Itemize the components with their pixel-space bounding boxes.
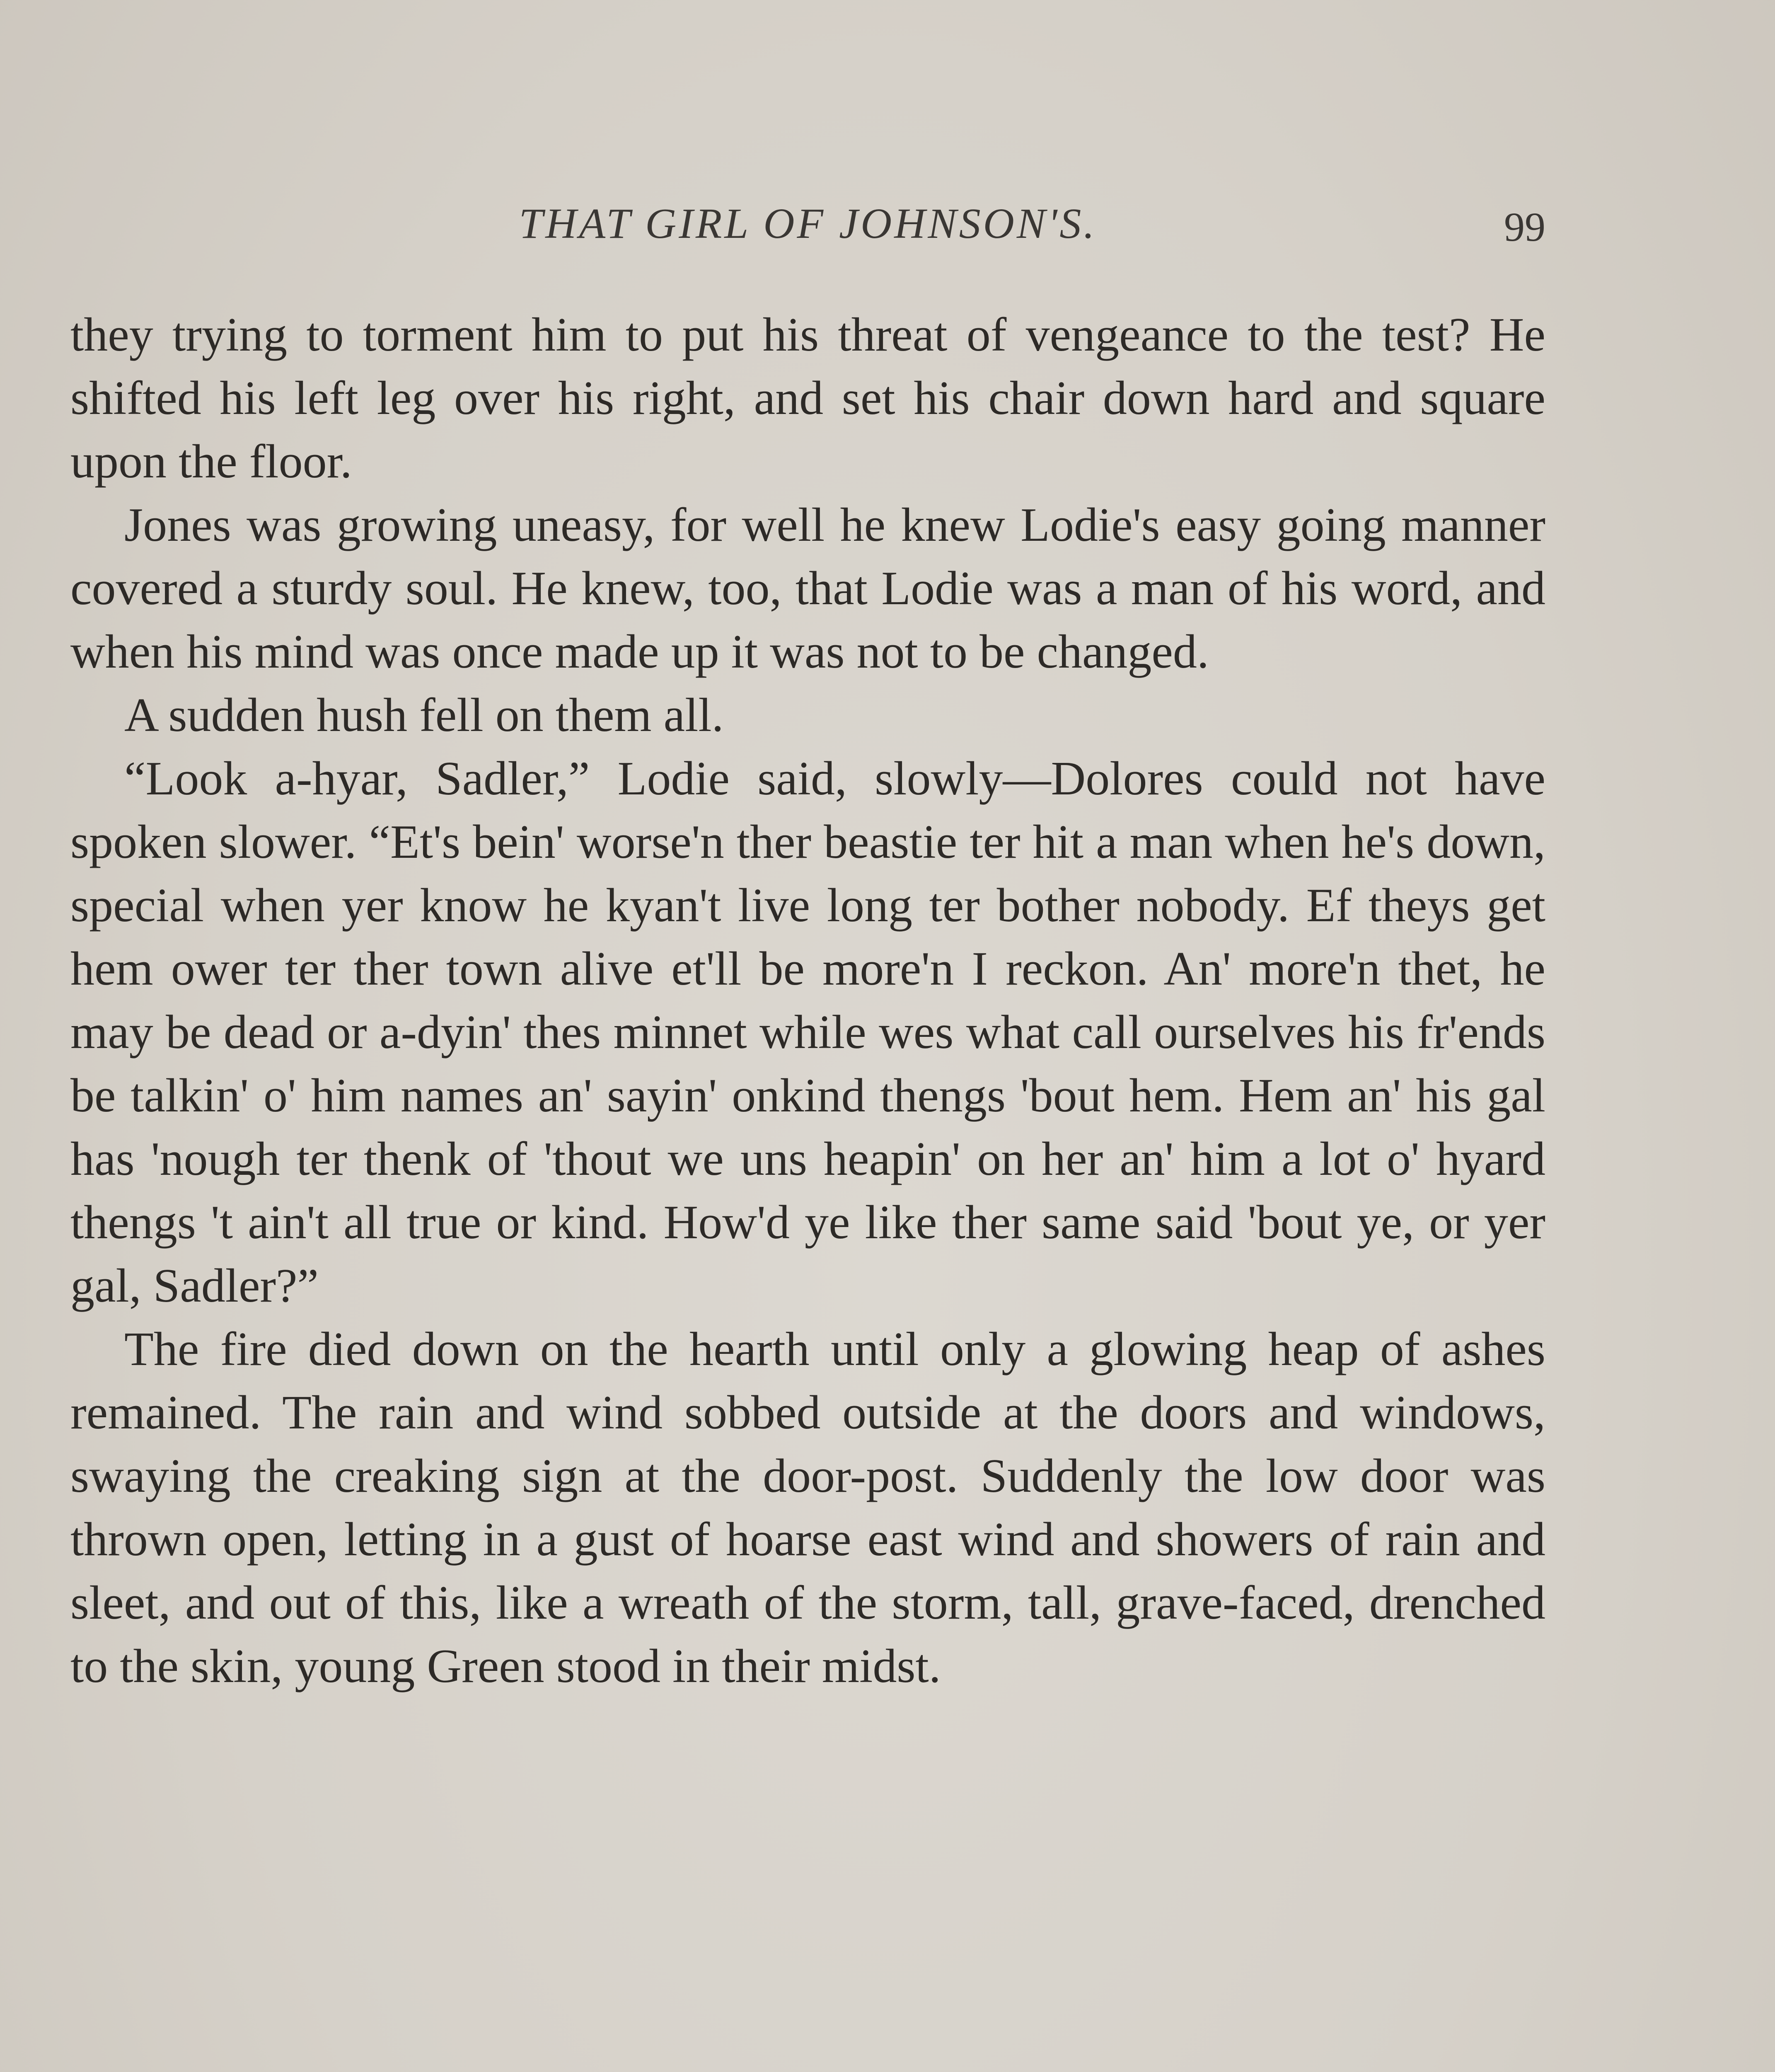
paragraph: Jones was growing uneasy, for well he knew Lodie's easy going manner covered a sturdy soul. He knew, too, that Lodie was a man of his word, and when his mind was once made up it was not to be changed. xyxy=(70,499,1545,678)
paragraph: “Look a-hyar, Sadler,” Lodie said, slowly—Dolores could not have spoken slower. “Et's bein' worse'n ther beastie ter hit a man when he's down, special when yer know he kyan't live long ter bother nobody. Ef theys get hem ower ter ther town alive et'll be more'n I reckon. An' more'n thet, he may be dead or a-dyin' thes minnet while wes what call ourselves his fr'ends be talkin' o' him names an' sayin' onkind thengs 'bout hem. Hem an' his gal has 'nough ter thenk of 'thout we uns heapin' on her an' him a lot o' hyard thengs 't ain't all true or kind. How'd ye like ther same said 'bout ye, or yer gal, Sadler?” xyxy=(70,752,1545,1312)
paragraph: A sudden hush fell on them all. xyxy=(124,689,724,742)
paragraph: The fire died down on the hearth until only a glowing heap of ashes remained. The rain and wind sobbed outside at the doors and windows, swaying the creaking sign at the door-post. Suddenly the low door was thrown open, letting in a gust of hoarse east wind and showers of rain and sleet, and out of this, like a wreath of the storm, tall, grave-faced, drenched to the skin, young Green stood in their midst. xyxy=(70,1323,1545,1693)
body-text xyxy=(70,303,1545,1698)
running-title: THAT GIRL OF JOHNSON'S. xyxy=(519,200,1097,247)
running-head xyxy=(70,199,1545,257)
paragraph-continuation: they trying to torment him to put his threat of vengeance to the test? He shifted his left leg over his right, and set his chair down hard and square upon the floor. xyxy=(70,308,1545,488)
page-number: 99 xyxy=(1504,204,1545,250)
